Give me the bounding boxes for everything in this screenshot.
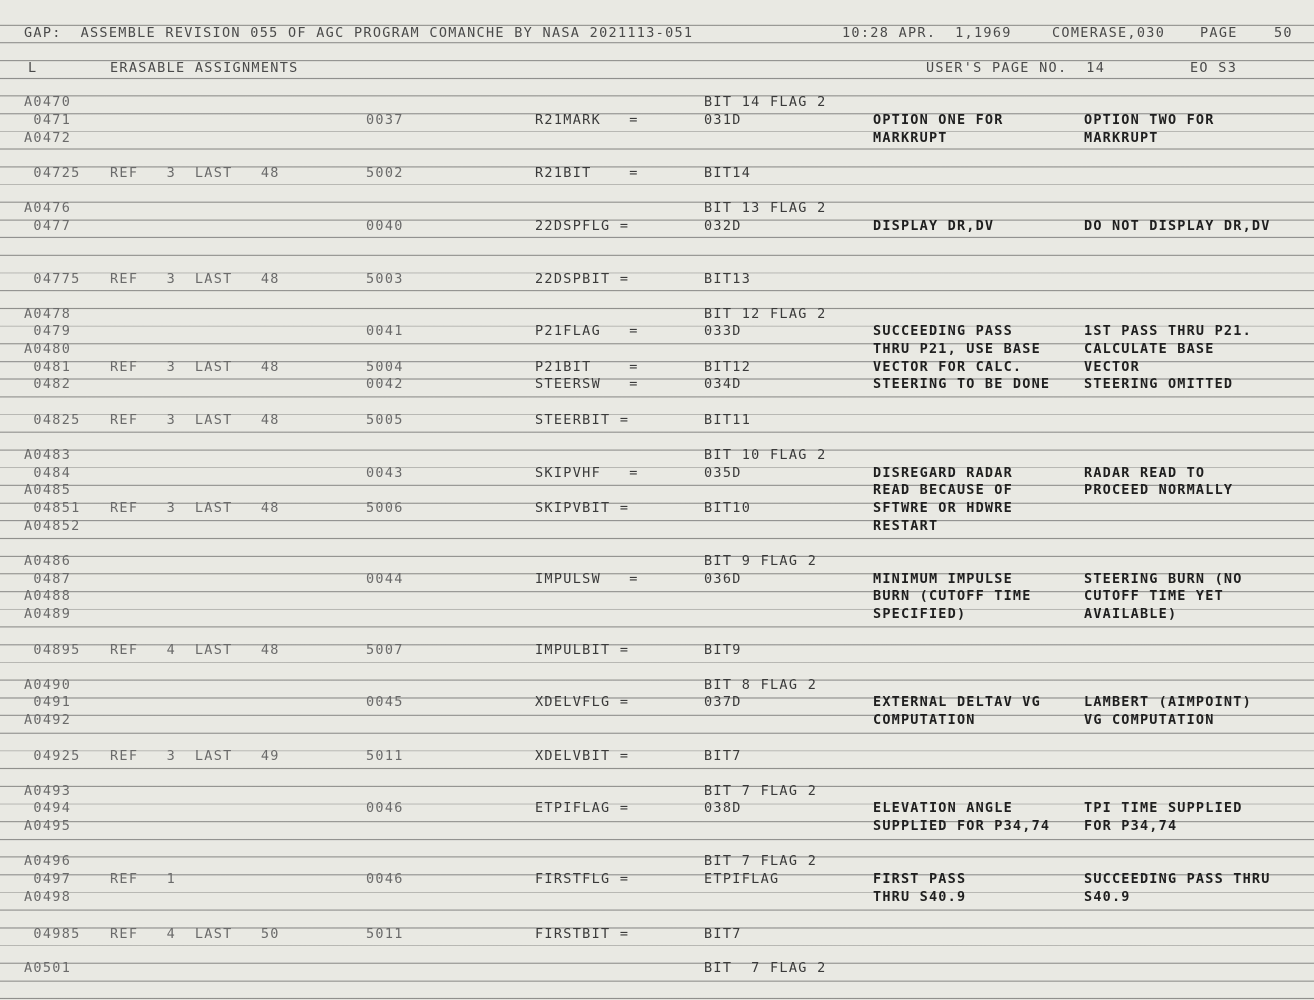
option-two-cell: PROCEED NORMALLY bbox=[1084, 482, 1234, 498]
users-page-number: USER'S PAGE NO. 14 bbox=[926, 60, 1106, 76]
symbol-cell: R21BIT = bbox=[535, 165, 639, 181]
address-cell: A0470 bbox=[24, 94, 72, 110]
address-cell: 0484 bbox=[24, 465, 72, 481]
header-time: 10:28 APR. 1,1969 bbox=[842, 25, 1012, 41]
address-cell: A04852 bbox=[24, 518, 81, 534]
symbol-cell: STEERBIT = bbox=[535, 412, 630, 428]
location-cell: 5011 bbox=[366, 926, 404, 942]
symbol-cell: STEERSW = bbox=[535, 376, 639, 392]
location-cell: 0042 bbox=[366, 376, 404, 392]
address-cell: 0482 bbox=[24, 376, 72, 392]
option-two-cell: S40.9 bbox=[1084, 889, 1131, 905]
symbol-cell: P21BIT = bbox=[535, 359, 639, 375]
address-cell: A0501 bbox=[24, 960, 72, 976]
option-two-cell: STEERING BURN (NO bbox=[1084, 571, 1243, 587]
location-cell: 0041 bbox=[366, 323, 404, 339]
option-two-cell: MARKRUPT bbox=[1084, 130, 1159, 146]
location-cell: 0043 bbox=[366, 465, 404, 481]
address-cell: 04775 bbox=[24, 271, 81, 287]
address-cell: A0493 bbox=[24, 783, 72, 799]
location-cell: 0045 bbox=[366, 694, 404, 710]
location-cell: 0046 bbox=[366, 800, 404, 816]
definition-cell: 033D bbox=[704, 323, 742, 339]
reference-cell: REF 4 LAST 48 bbox=[110, 642, 280, 658]
option-one-cell: SPECIFIED) bbox=[873, 606, 967, 622]
header-title: GAP: ASSEMBLE REVISION 055 OF AGC PROGRAM COMANCHE BY NASA 2021113-051 bbox=[24, 25, 694, 41]
header-page-number: 50 bbox=[1274, 25, 1293, 41]
definition-cell: 036D bbox=[704, 571, 742, 587]
definition-cell: 031D bbox=[704, 112, 742, 128]
option-two-cell: VECTOR bbox=[1084, 359, 1140, 375]
definition-cell: BIT7 bbox=[704, 926, 742, 942]
definition-cell: 037D bbox=[704, 694, 742, 710]
definition-cell: 034D bbox=[704, 376, 742, 392]
symbol-cell: P21FLAG = bbox=[535, 323, 639, 339]
address-cell: 0477 bbox=[24, 218, 72, 234]
definition-cell: ETPIFLAG bbox=[704, 871, 780, 887]
option-one-cell: OPTION ONE FOR bbox=[873, 112, 1004, 128]
definition-cell: 032D bbox=[704, 218, 742, 234]
definition-cell: BIT11 bbox=[704, 412, 752, 428]
option-one-cell: THRU P21, USE BASE bbox=[873, 341, 1041, 357]
address-cell: A0483 bbox=[24, 447, 72, 463]
option-two-cell: 1ST PASS THRU P21. bbox=[1084, 323, 1252, 339]
reference-cell: REF 3 LAST 48 bbox=[110, 500, 280, 516]
address-cell: 04851 bbox=[24, 500, 81, 516]
address-cell: 0479 bbox=[24, 323, 72, 339]
address-cell: 0487 bbox=[24, 571, 72, 587]
address-cell: A0492 bbox=[24, 712, 72, 728]
location-cell: 5002 bbox=[366, 165, 404, 181]
definition-cell: BIT13 bbox=[704, 271, 752, 287]
option-one-cell: SUCCEEDING PASS bbox=[873, 323, 1013, 339]
address-cell: 0494 bbox=[24, 800, 72, 816]
location-cell: 5003 bbox=[366, 271, 404, 287]
section-title: ERASABLE ASSIGNMENTS bbox=[110, 60, 299, 76]
address-cell: A0485 bbox=[24, 482, 72, 498]
option-two-cell: OPTION TWO FOR bbox=[1084, 112, 1215, 128]
header-page-label: PAGE bbox=[1200, 25, 1238, 41]
address-cell: A0496 bbox=[24, 853, 72, 869]
option-two-cell: SUCCEEDING PASS THRU bbox=[1084, 871, 1271, 887]
option-two-cell: CUTOFF TIME YET bbox=[1084, 588, 1224, 604]
definition-cell: BIT 12 FLAG 2 bbox=[704, 306, 827, 322]
address-cell: 04925 bbox=[24, 748, 81, 764]
definition-cell: 035D bbox=[704, 465, 742, 481]
option-one-cell: BURN (CUTOFF TIME bbox=[873, 588, 1032, 604]
address-cell: 04725 bbox=[24, 165, 81, 181]
address-cell: A0488 bbox=[24, 588, 72, 604]
option-one-cell: SFTWRE OR HDWRE bbox=[873, 500, 1013, 516]
symbol-cell: 22DSPFLG = bbox=[535, 218, 630, 234]
address-cell: 0491 bbox=[24, 694, 72, 710]
address-cell: 04895 bbox=[24, 642, 81, 658]
reference-cell: REF 3 LAST 48 bbox=[110, 271, 280, 287]
address-cell: A0478 bbox=[24, 306, 72, 322]
option-two-cell: FOR P34,74 bbox=[1084, 818, 1178, 834]
definition-cell: 038D bbox=[704, 800, 742, 816]
option-one-cell: RESTART bbox=[873, 518, 939, 534]
option-two-cell: STEERING OMITTED bbox=[1084, 376, 1234, 392]
option-two-cell: DO NOT DISPLAY DR,DV bbox=[1084, 218, 1271, 234]
option-one-cell: COMPUTATION bbox=[873, 712, 976, 728]
address-cell: 0471 bbox=[24, 112, 72, 128]
option-one-cell: READ BECAUSE OF bbox=[873, 482, 1013, 498]
option-two-cell: CALCULATE BASE bbox=[1084, 341, 1215, 357]
address-cell: 0497 bbox=[24, 871, 72, 887]
symbol-cell: IMPULSW = bbox=[535, 571, 639, 587]
option-one-cell: THRU S40.9 bbox=[873, 889, 967, 905]
address-cell: A0486 bbox=[24, 553, 72, 569]
location-cell: 0037 bbox=[366, 112, 404, 128]
definition-cell: BIT 7 FLAG 2 bbox=[704, 853, 818, 869]
address-cell: A0480 bbox=[24, 341, 72, 357]
location-cell: 0046 bbox=[366, 871, 404, 887]
definition-cell: BIT 13 FLAG 2 bbox=[704, 200, 827, 216]
option-one-cell: MARKRUPT bbox=[873, 130, 948, 146]
address-cell: A0498 bbox=[24, 889, 72, 905]
option-one-cell: MINIMUM IMPULSE bbox=[873, 571, 1013, 587]
option-one-cell: STEERING TO BE DONE bbox=[873, 376, 1051, 392]
address-cell: A0476 bbox=[24, 200, 72, 216]
symbol-cell: FIRSTBIT = bbox=[535, 926, 630, 942]
definition-cell: BIT9 bbox=[704, 642, 742, 658]
reference-cell: REF 4 LAST 50 bbox=[110, 926, 280, 942]
address-cell: A0495 bbox=[24, 818, 72, 834]
definition-cell: BIT 8 FLAG 2 bbox=[704, 677, 818, 693]
reference-cell: REF 1 bbox=[110, 871, 176, 887]
reference-cell: REF 3 LAST 48 bbox=[110, 359, 280, 375]
location-cell: 5007 bbox=[366, 642, 404, 658]
definition-cell: BIT10 bbox=[704, 500, 752, 516]
option-one-cell: EXTERNAL DELTAV VG bbox=[873, 694, 1041, 710]
definition-cell: BIT 14 FLAG 2 bbox=[704, 94, 827, 110]
option-one-cell: FIRST PASS bbox=[873, 871, 967, 887]
option-two-cell: VG COMPUTATION bbox=[1084, 712, 1215, 728]
address-cell: 0481 bbox=[24, 359, 72, 375]
symbol-cell: R21MARK = bbox=[535, 112, 639, 128]
address-cell: 04985 bbox=[24, 926, 81, 942]
location-cell: 0044 bbox=[366, 571, 404, 587]
option-one-cell: DISREGARD RADAR bbox=[873, 465, 1013, 481]
definition-cell: BIT14 bbox=[704, 165, 752, 181]
option-two-cell: LAMBERT (AIMPOINT) bbox=[1084, 694, 1252, 710]
reference-cell: REF 3 LAST 48 bbox=[110, 412, 280, 428]
symbol-cell: 22DSPBIT = bbox=[535, 271, 630, 287]
reference-cell: REF 3 LAST 49 bbox=[110, 748, 280, 764]
definition-cell: BIT7 bbox=[704, 748, 742, 764]
location-cell: 5005 bbox=[366, 412, 404, 428]
symbol-cell: SKIPVBIT = bbox=[535, 500, 630, 516]
option-two-cell: AVAILABLE) bbox=[1084, 606, 1178, 622]
location-cell: 5011 bbox=[366, 748, 404, 764]
option-two-cell: TPI TIME SUPPLIED bbox=[1084, 800, 1243, 816]
option-one-cell: DISPLAY DR,DV bbox=[873, 218, 995, 234]
reference-cell: REF 3 LAST 48 bbox=[110, 165, 280, 181]
option-one-cell: VECTOR FOR CALC. bbox=[873, 359, 1023, 375]
address-cell: A0472 bbox=[24, 130, 72, 146]
symbol-cell: XDELVBIT = bbox=[535, 748, 630, 764]
symbol-cell: XDELVFLG = bbox=[535, 694, 630, 710]
definition-cell: BIT12 bbox=[704, 359, 752, 375]
symbol-cell: IMPULBIT = bbox=[535, 642, 630, 658]
location-cell: 0040 bbox=[366, 218, 404, 234]
address-cell: A0489 bbox=[24, 606, 72, 622]
address-cell: 04825 bbox=[24, 412, 81, 428]
header-file: COMERASE,030 bbox=[1052, 25, 1166, 41]
address-cell: A0490 bbox=[24, 677, 72, 693]
definition-cell: BIT 7 FLAG 2 bbox=[704, 783, 818, 799]
symbol-cell: FIRSTFLG = bbox=[535, 871, 630, 887]
option-one-cell: SUPPLIED FOR P34,74 bbox=[873, 818, 1051, 834]
definition-cell: BIT 9 FLAG 2 bbox=[704, 553, 818, 569]
definition-cell: BIT 7 FLAG 2 bbox=[704, 960, 827, 976]
symbol-cell: ETPIFLAG = bbox=[535, 800, 630, 816]
option-one-cell: ELEVATION ANGLE bbox=[873, 800, 1013, 816]
eo-label: EO S3 bbox=[1190, 60, 1238, 76]
definition-cell: BIT 10 FLAG 2 bbox=[704, 447, 827, 463]
location-cell: 5004 bbox=[366, 359, 404, 375]
subheader-l: L bbox=[28, 60, 38, 76]
option-two-cell: RADAR READ TO bbox=[1084, 465, 1206, 481]
symbol-cell: SKIPVHF = bbox=[535, 465, 639, 481]
location-cell: 5006 bbox=[366, 500, 404, 516]
